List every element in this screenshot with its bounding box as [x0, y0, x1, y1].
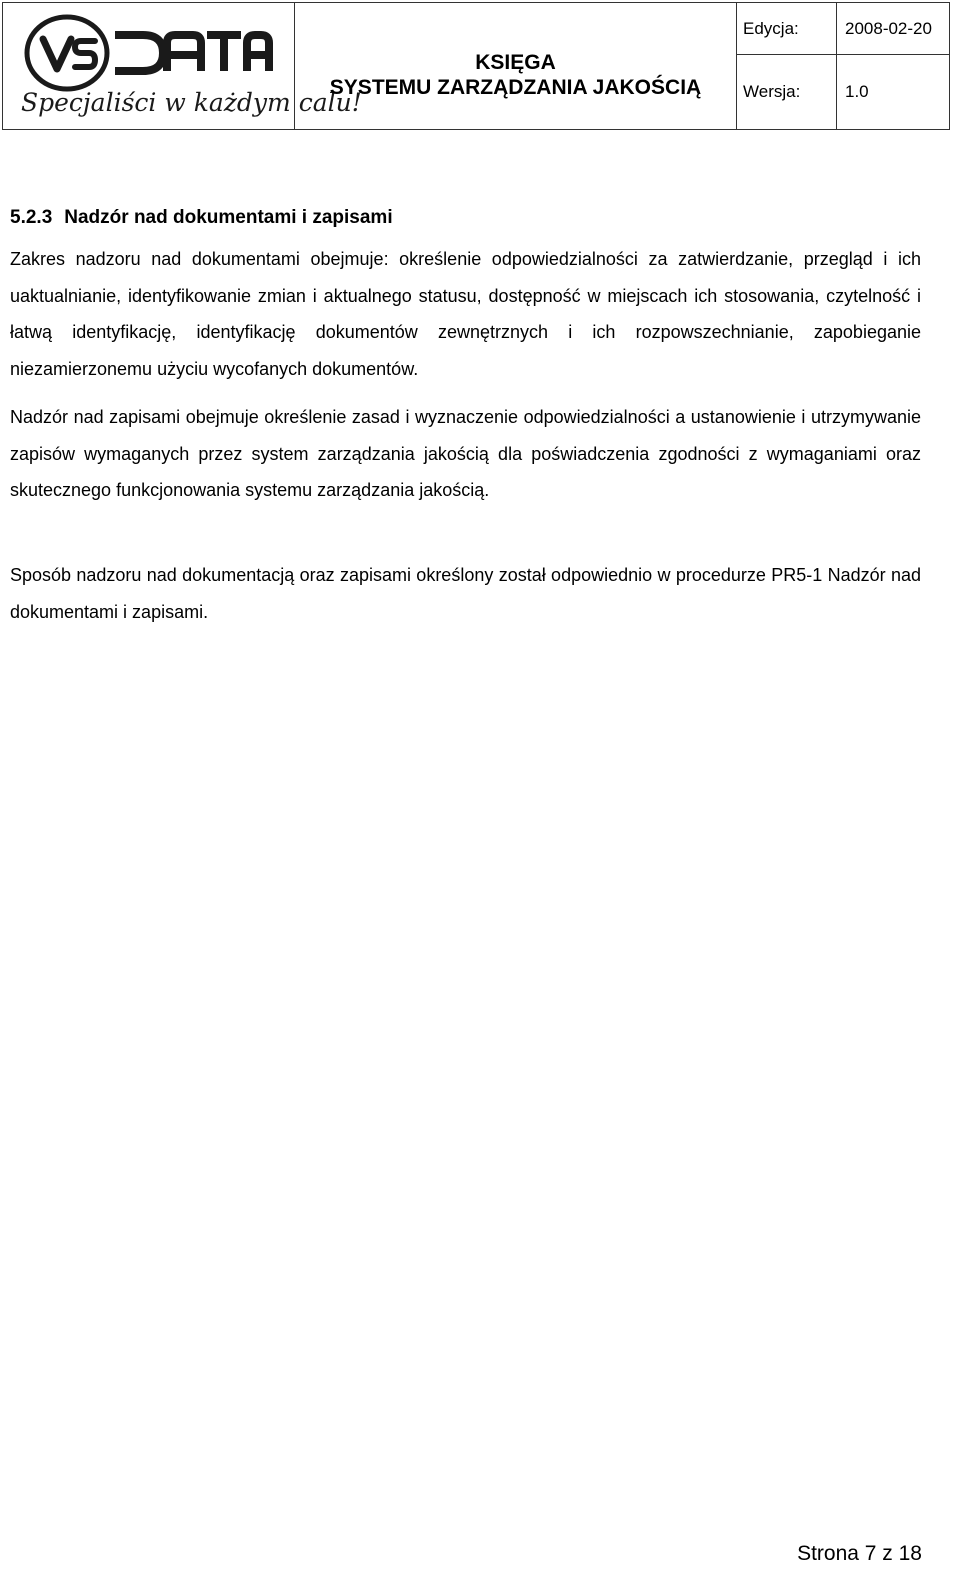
section-title: Nadzór nad dokumentami i zapisami — [64, 207, 393, 228]
section-heading — [10, 207, 393, 229]
version-value: 1.0 — [845, 82, 869, 101]
paragraph-document-control: Zakres nadzoru nad dokumentami obejmuje: określenie odpowiedzialności za zatwierdzanie, przegląd i ich uaktualnianie, identyfikowanie zmian i aktualnego statusu, dostępność w miejscach ich stosowania, czytelność i łatwą identyfikację, identyfikację dokumentów zewnętrznych i ich rozpowszechnianie, zapobieganie niezamierzonemu użyciu wycofanych dokumentów. — [10, 249, 921, 379]
section-number: 5.2.3 — [10, 207, 53, 228]
document-subtitle: SYSTEMU ZARZĄDZANIA JAKOŚCIĄ — [329, 76, 702, 99]
document-header — [2, 2, 950, 130]
paragraph-records-control: Nadzór nad zapisami obejmuje określenie zasad i wyznaczenie odpowiedzialności a ustanowienie i utrzymywanie zapisów wymaganych przez system zarządzania jakością dla poświadczenia zgodności z wymaganiami oraz skutecznego funkcjonowania systemu zarządzania jakością. — [10, 407, 921, 500]
vsdata-logo-graphic — [3, 3, 362, 129]
edition-value: 2008-02-20 — [837, 3, 949, 55]
page-number: Strona 7 z 18 — [797, 1542, 922, 1565]
version-label: Wersja: — [737, 55, 837, 129]
document-title: KSIĘGA — [475, 51, 556, 74]
paragraph-procedure-reference: Sposób nadzoru nad dokumentacją oraz zapisami określony został odpowiednio w procedurze PR5-1 Nadzór nad dokumentami i zapisami. — [10, 565, 921, 622]
logo-tagline: Specjaliści w każdym calu! — [21, 88, 362, 117]
edition-label: Edycja: — [737, 3, 837, 55]
document-title-block — [295, 3, 737, 129]
company-logo — [3, 3, 362, 129]
